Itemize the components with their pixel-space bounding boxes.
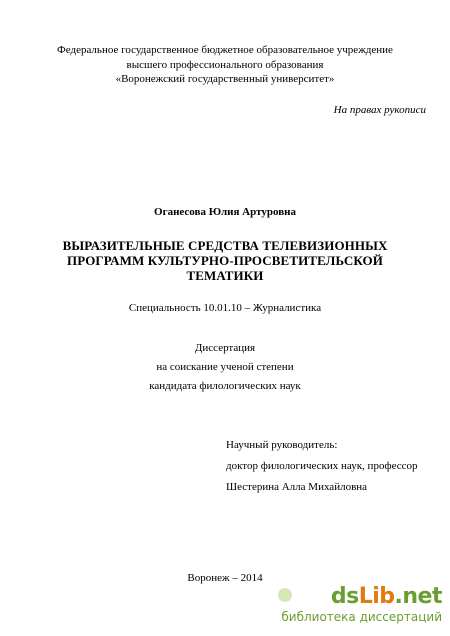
watermark-subtitle: библиотека диссертаций [281, 610, 442, 624]
dissertation-line-2: на соискание ученой степени [156, 361, 294, 373]
supervisor-label: Научный руководитель: [226, 439, 338, 451]
institution-line-1: Федеральное государственное бюджетное образовательное учреждение [57, 44, 393, 56]
author-name: Оганесова Юлия Артуровна [154, 206, 296, 218]
supervisor-name: Шестерина Алла Михайловна [226, 481, 368, 493]
dslib-watermark [242, 586, 442, 630]
dissertation-line-1: Диссертация [194, 342, 256, 354]
specialty: Специальность 10.01.10 – Журналистика [128, 302, 322, 314]
title-line-3: ТЕМАТИКИ [186, 268, 264, 283]
place-year: Воронеж – 2014 [187, 572, 263, 584]
watermark-brand-net: .net [394, 584, 442, 609]
watermark-logo-icon [278, 588, 292, 602]
rights-note: На правах рукописи [333, 104, 426, 116]
supervisor-degree: доктор филологических наук, профессор [226, 460, 418, 472]
title-line-2: ПРОГРАММ КУЛЬТУРНО-ПРОСВЕТИТЕЛЬСКОЙ [67, 253, 383, 268]
dissertation-line-3: кандидата филологических наук [149, 380, 301, 392]
watermark-brand [331, 586, 442, 608]
title-line-1: ВЫРАЗИТЕЛЬНЫЕ СРЕДСТВА ТЕЛЕВИЗИОННЫХ [62, 238, 388, 253]
institution-line-3: «Воронежский государственный университет» [115, 73, 335, 85]
watermark-brand-lib: Lib [358, 584, 395, 609]
institution-line-2: высшего профессионального образования [126, 59, 324, 71]
watermark-brand-ds: ds [330, 584, 359, 609]
